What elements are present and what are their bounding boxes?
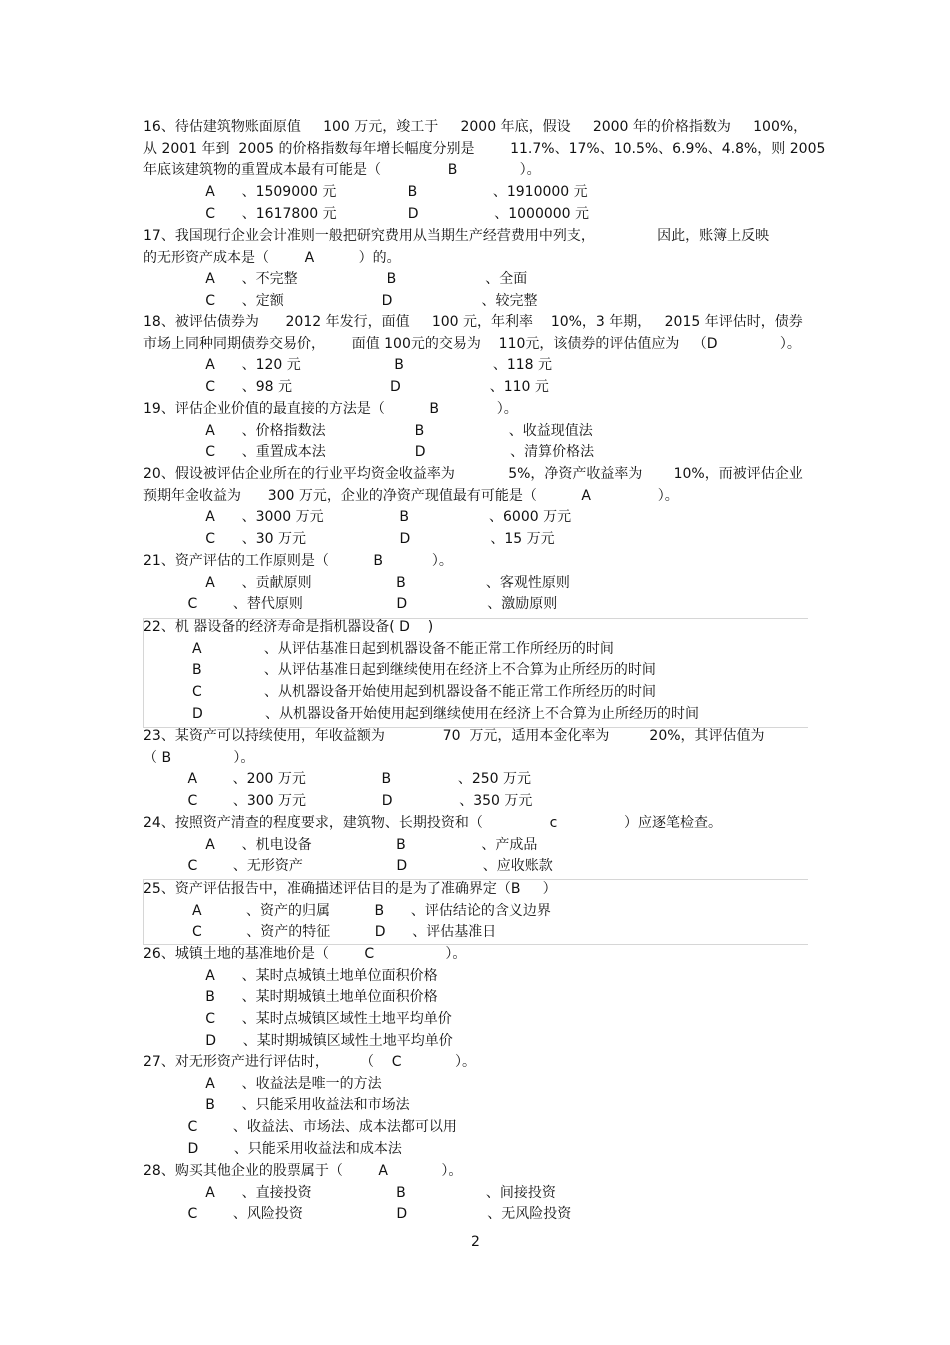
question-22-line-4: C 、从机器设备开始使用起到机器设备不能正常工作所经历的时间	[143, 684, 657, 701]
question-23-line-1: 23、某资产可以持续使用，年收益额为 70 万元，适用本金化率为 20%，其评估值为	[143, 728, 765, 744]
question-21-line-2: A 、贡献原则 B 、客观性原则	[143, 574, 570, 591]
question-17-line-2: 的无形资产成本是（ A ）的。	[143, 249, 401, 266]
question-20-line-2: 预期年金收益为 300 万元，企业的净资产现值最有可能是（ A ）。	[143, 487, 679, 504]
question-21-line-1: 21、资产评估的工作原则是（ B ）。	[143, 553, 453, 569]
question-25-line-3: C 、资产的特征 D 、评估基准日	[143, 924, 497, 941]
question-26-line-3: B 、某时期城镇土地单位面积价格	[143, 989, 438, 1006]
question-19-line-2: A 、价格指数法 B 、收益现值法	[143, 422, 593, 439]
question-26-line-2: A 、某时点城镇土地单位面积价格	[143, 967, 438, 984]
question-25-line-2: A 、资产的归属 B 、评估结论的含义边界	[143, 902, 551, 919]
question-19-line-3: C 、重置成本法 D 、清算价格法	[143, 444, 595, 461]
question-17-line-3: A 、不完整 B 、全面	[143, 271, 528, 288]
question-18-line-3: A 、120 元 B 、118 元	[143, 357, 552, 374]
question-17-line-1: 17、我国现行企业会计准则一般把研究费用从当期生产经营费用中列支， 因此，账簿上反映	[143, 228, 770, 244]
question-24-line-3: C 、无形资产 D 、应收账款	[143, 858, 553, 875]
question-22-line-5: D 、从机器设备开始使用起到继续使用在经济上不合算为止所经历的时间	[143, 705, 700, 722]
question-18-line-2: 市场上同种同期债券交易价， 面值 100元的交易为 110元，该债券的评估值应为 （D ）。	[143, 335, 801, 352]
question-22-line-2: A 、从评估基准日起到机器设备不能正常工作所经历的时间	[143, 640, 614, 657]
page-number: 2	[471, 1234, 480, 1250]
question-20-line-4: C 、30 万元 D 、15 万元	[143, 531, 555, 548]
question-27-line-2: A 、收益法是唯一的方法	[143, 1075, 382, 1092]
question-26-line-5: D 、某时期城镇区域性土地平均单价	[143, 1032, 453, 1049]
question-22-line-3: B 、从评估基准日起到继续使用在经济上不合算为止所经历的时间	[143, 662, 656, 679]
question-18-line-4: C 、98 元 D 、110 元	[143, 379, 549, 396]
question-20-line-1: 20、假设被评估企业所在的行业平均资金收益率为 5%，净资产收益率为 10%，而被评估企业	[143, 466, 803, 482]
question-27-line-4: C 、收益法、市场法、成本法都可以用	[143, 1119, 457, 1136]
question-27-line-5: D 、只能采用收益法和成本法	[143, 1140, 402, 1157]
question-26-line-4: C 、某时点城镇区域性土地平均单价	[143, 1011, 452, 1028]
question-16-line-4: A 、1509000 元 B 、1910000 元	[143, 184, 588, 201]
question-28-line-1: 28、购买其他企业的股票属于（ A ）。	[143, 1163, 463, 1179]
question-23-line-4: C 、300 万元 D 、350 万元	[143, 793, 533, 810]
question-21-line-3: C 、替代原则 D 、激励原则	[143, 596, 558, 613]
question-27-line-3: B 、只能采用收益法和市场法	[143, 1097, 410, 1114]
question-24-line-1: 24、按照资产清查的程度要求，建筑物、长期投资和（ c ）应逐笔检查。	[143, 815, 723, 831]
question-18-line-1: 18、被评估债券为 2012 年发行，面值 100 元，年利率 10%，3 年期， 2015 年评估时，债券	[143, 314, 803, 330]
question-23-line-3: A 、200 万元 B 、250 万元	[143, 771, 532, 788]
question-27-line-1: 27、对无形资产进行评估时， （ C ）。	[143, 1054, 476, 1070]
question-24-line-2: A 、机电设备 B 、产成品	[143, 836, 538, 853]
question-19-line-1: 19、评估企业价值的最直接的方法是（ B ）。	[143, 401, 518, 417]
question-17-line-4: C 、定额 D 、较完整	[143, 293, 538, 310]
question-16-line-5: C 、1617800 元 D 、1000000 元	[143, 205, 590, 222]
question-16-line-3: 年底该建筑物的重置成本最有可能是（ B ）。	[143, 162, 541, 179]
question-23-line-2: （ B ）。	[143, 749, 255, 766]
question-25-line-1: 25、资产评估报告中，准确描述评估目的是为了准确界定（B ）	[143, 881, 557, 897]
question-16-line-2: 从 2001 年到 2005 的价格指数每年增长幅度分别是 11.7%、17%、10.5%、6.9%、4.8%，则 2005	[143, 140, 826, 157]
question-16-line-1: 16、待估建筑物账面原值 100 万元，竣工于 2000 年底，假设 2000 年的价格指数为 100%，	[143, 119, 808, 135]
question-20-line-3: A 、3000 万元 B 、6000 万元	[143, 509, 572, 526]
question-28-line-2: A 、直接投资 B 、间接投资	[143, 1184, 556, 1201]
question-22-line-1: 22、机 器设备的经济寿命是指机器设备( D )	[143, 619, 434, 635]
question-28-line-3: C 、风险投资 D 、无风险投资	[143, 1206, 572, 1223]
question-26-line-1: 26、城镇土地的基准地价是（ C ）。	[143, 946, 467, 962]
